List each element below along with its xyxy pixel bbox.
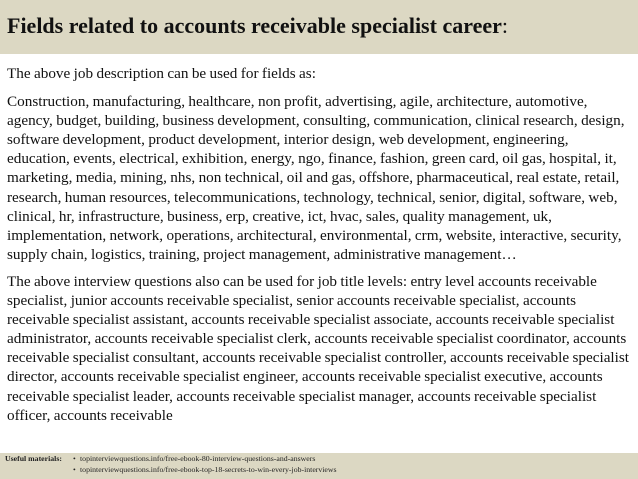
title-colon: :	[501, 13, 508, 38]
footer-label-spacer	[5, 465, 73, 476]
ebook-18-secrets-link[interactable]: topinterviewquestions.info/free-ebook-top-18-secrets-to-win-every-job-interviews	[80, 464, 337, 474]
footer-row-2	[5, 465, 638, 476]
slide-title: Fields related to accounts receivable specialist career	[7, 13, 502, 38]
fields-paragraph: Construction, manufacturing, healthcare, non profit, advertising, agile, architecture, automotive, agency, budget, building, business development, consulting, communication, clinical research, design, software development, product development, interior design, web development, engineering, education, events, electrical, exhibition, energy, ngo, finance, fashion, green card, oil gas, hospital, it, marketing, media, mining, nhs, non technical, oil and gas, offshore, pharmaceutical, real estate, retail, research, human resources, telecommunications, technology, technical, senior, digital, software, web, clinical, hr, infrastructure, business, erp, creative, ict, hvac, sales, quality management, uk, implementation, network, operations, architectural, environmental, crm, website, interactive, security, supply chain, logistics, training, project management, administrative management…	[7, 93, 625, 263]
title-bar	[0, 0, 638, 54]
footer-row-1	[5, 454, 638, 465]
slide-content	[7, 64, 633, 454]
bullet-icon: •	[73, 454, 76, 463]
footer	[0, 453, 638, 479]
footer-label: Useful materials:	[5, 454, 62, 463]
bullet-icon: •	[73, 464, 76, 474]
job-levels-paragraph: The above interview questions also can be used for job title levels: entry level accounts receivable specialist, junior accounts receivable specialist, senior accounts receivable specialist, accounts receivable specialist assistant, accounts receivable specialist associate, accounts receivable specialist administrator, accounts receivable specialist clerk, accounts receivable specialist coordinator, accounts receivable specialist consultant, accounts receivable specialist controller, accounts receivable specialist director, accounts receivable specialist engineer, accounts receivable specialist executive, accounts receivable specialist leader, accounts receivable specialist manager, accounts receivable specialist officer, accounts receivable	[7, 272, 630, 424]
ebook-80-questions-link[interactable]: topinterviewquestions.info/free-ebook-80-interview-questions-and-answers	[80, 454, 316, 463]
intro-paragraph: The above job description can be used for fields as:	[7, 65, 316, 82]
